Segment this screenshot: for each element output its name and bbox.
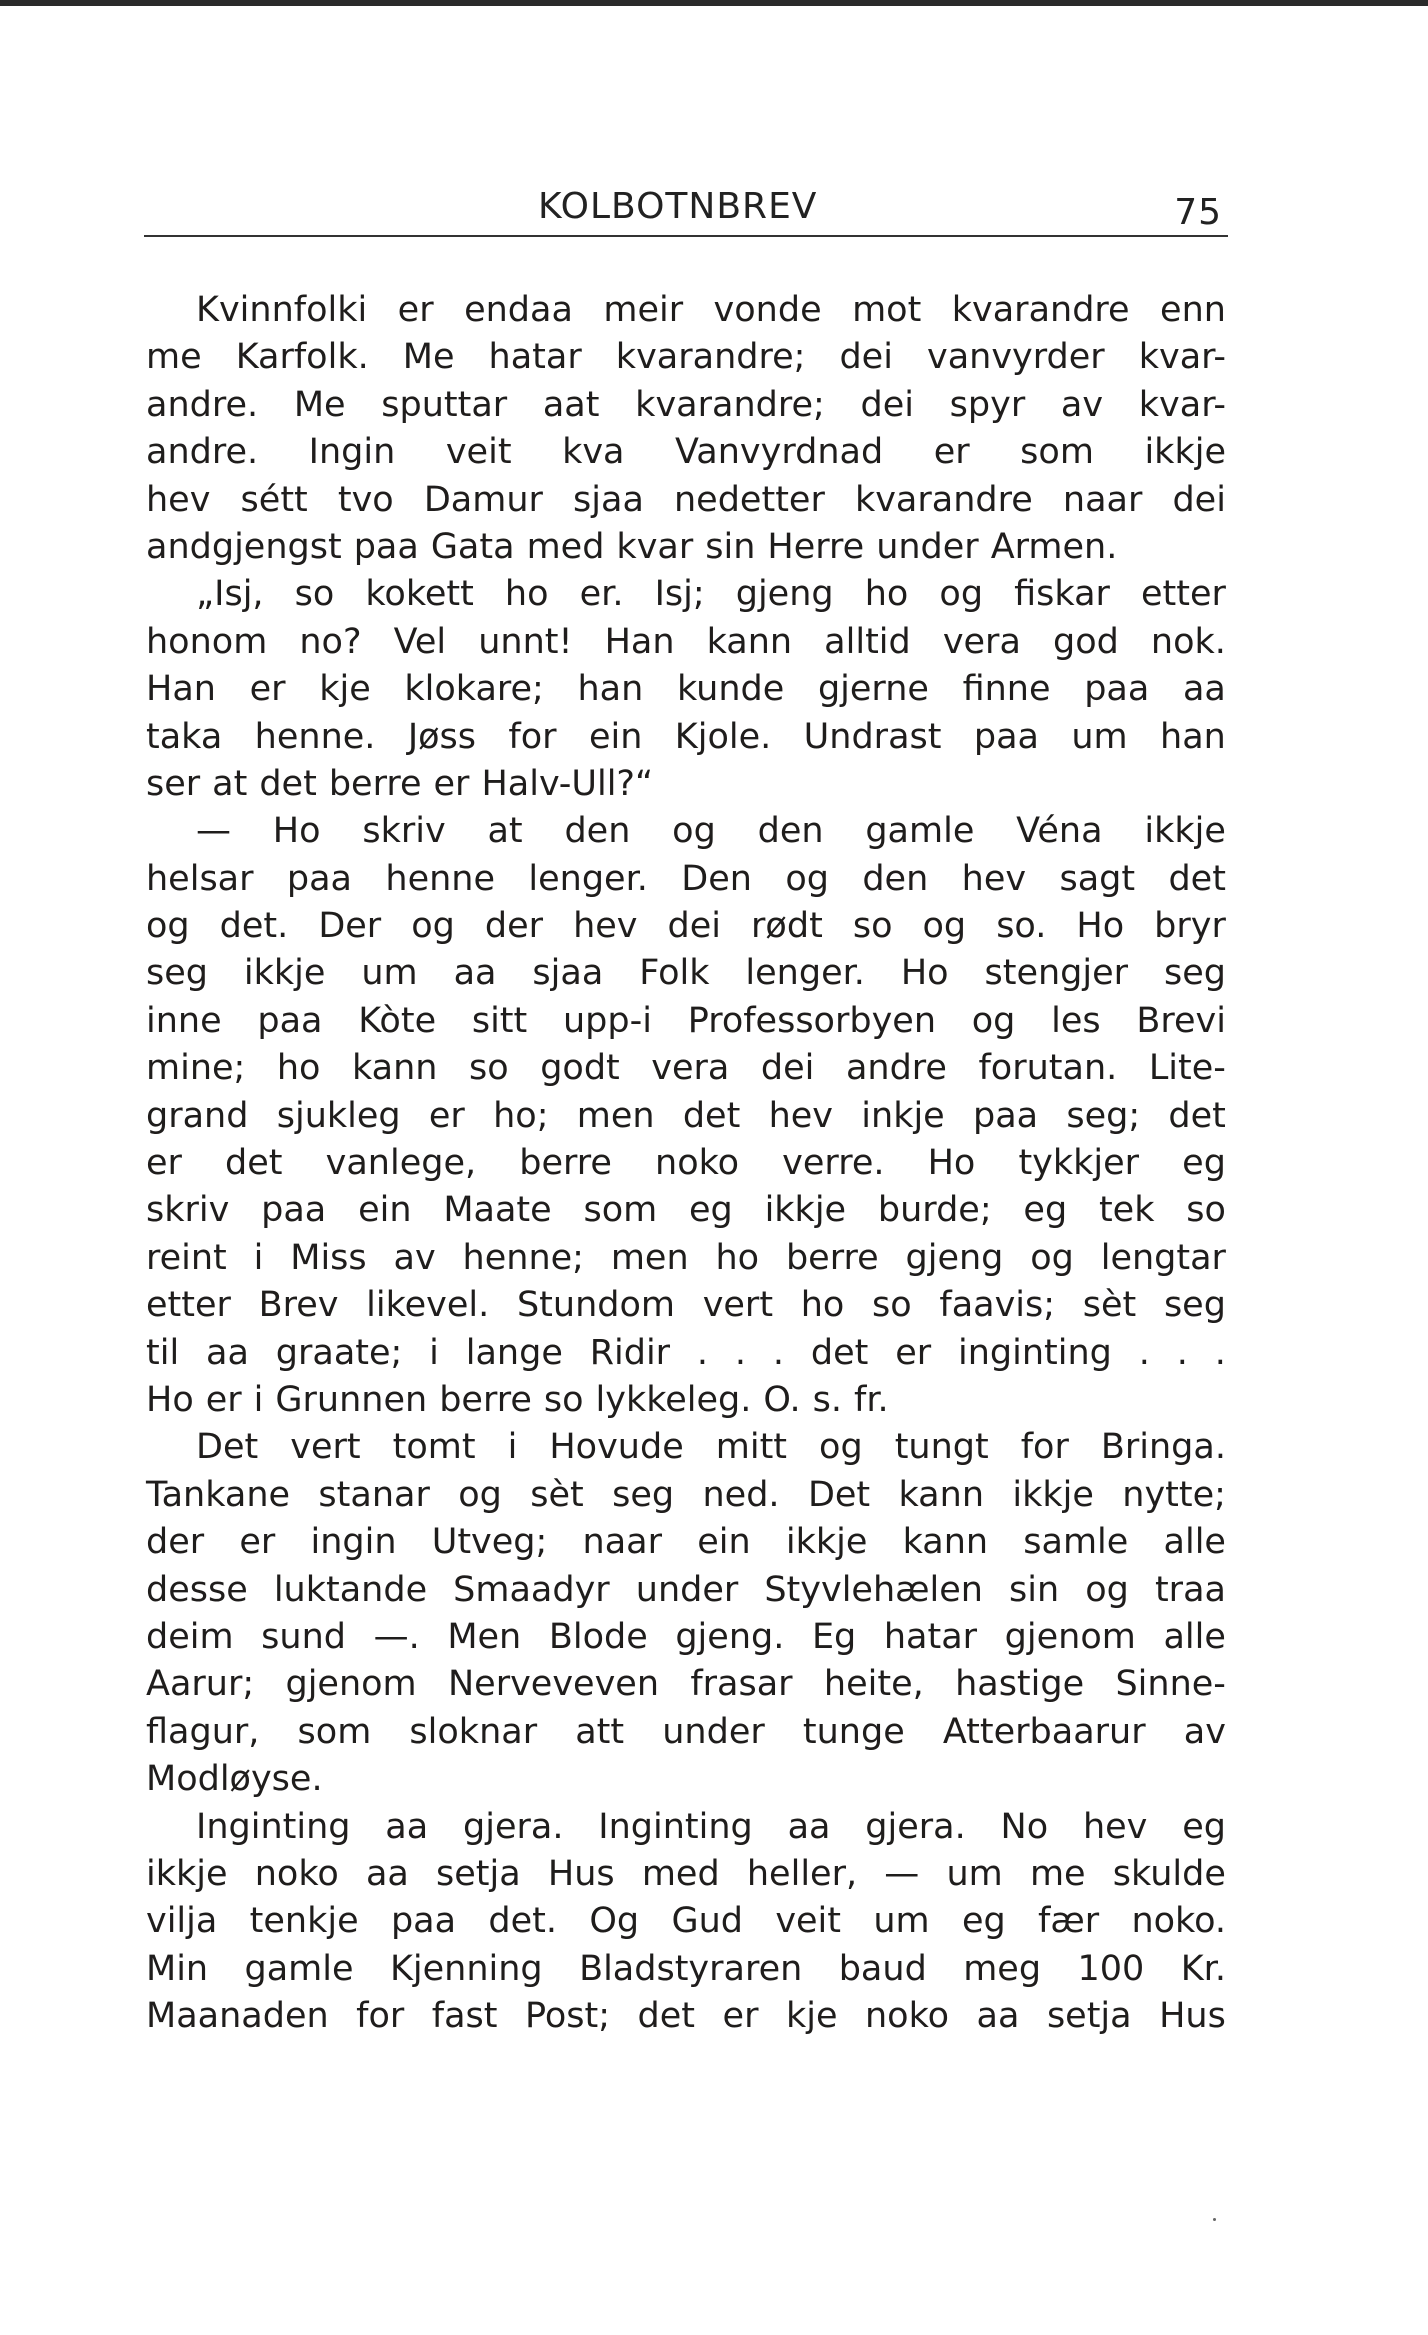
text-line: — Ho skriv at den og den gamle Véna ikkje: [196, 811, 1226, 852]
text-line: er det vanlege, berre noko verre. Ho tykkjer eg: [146, 1143, 1226, 1184]
text-line: Ho er i Grunnen berre so lykkeleg. O. s. fr.: [146, 1379, 889, 1420]
text-line: vilja tenkje paa det. Og Gud veit um eg fær noko.: [146, 1901, 1226, 1942]
text-line: honom no? Vel unnt! Han kann alltid vera god nok.: [146, 621, 1226, 662]
scan-speck: [1213, 2218, 1216, 2221]
text-line: flagur, som sloknar att under tunge Atterbaarur av: [146, 1711, 1226, 1752]
text-line: seg ikkje um aa sjaa Folk lenger. Ho stengjer seg: [146, 953, 1226, 994]
text-line: me Karfolk. Me hatar kvarandre; dei vanvyrder kvar-: [146, 337, 1226, 378]
text-line: der er ingin Utveg; naar ein ikkje kann samle alle: [146, 1522, 1226, 1563]
header-rule: [144, 235, 1228, 237]
text-line: andre. Ingin veit kva Vanvyrdnad er som ikkje: [146, 432, 1226, 473]
text-line: Tankane stanar og sèt seg ned. Det kann ikkje nytte;: [146, 1474, 1226, 1515]
text-line: til aa graate; i lange Ridir . . . det er inginting . . .: [146, 1332, 1226, 1373]
text-line: Inginting aa gjera. Inginting aa gjera. No hev eg: [196, 1806, 1226, 1847]
text-line: Aarur; gjenom Nerveveven frasar heite, hastige Sinne-: [146, 1664, 1226, 1705]
page-number: 75: [1174, 192, 1222, 233]
text-line: andgjengst paa Gata med kvar sin Herre under Armen.: [146, 526, 1118, 567]
text-line: hev sétt tvo Damur sjaa nedetter kvarandre naar dei: [146, 479, 1226, 520]
text-line: deim sund —. Men Blode gjeng. Eg hatar gjenom alle: [146, 1616, 1226, 1657]
text-line: Modløyse.: [146, 1759, 323, 1800]
text-line: inne paa Kòte sitt upp-i Professorbyen og les Brevi: [146, 1000, 1226, 1041]
running-title: KOLBOTNBREV: [538, 186, 818, 227]
text-line: Han er kje klokare; han kunde gjerne finne paa aa: [146, 669, 1226, 710]
text-line: taka henne. Jøss for ein Kjole. Undrast paa um han: [146, 716, 1226, 757]
text-line: grand sjukleg er ho; men det hev inkje paa seg; det: [146, 1095, 1226, 1136]
text-line: Min gamle Kjenning Bladstyraren baud meg 100 Kr.: [146, 1948, 1226, 1989]
text-line: desse luktande Smaadyr under Styvlehælen sin og traa: [146, 1569, 1226, 1610]
text-line: ikkje noko aa setja Hus med heller, — um me skulde: [146, 1853, 1226, 1894]
text-line: helsar paa henne lenger. Den og den hev sagt det: [146, 858, 1226, 899]
text-line: reint i Miss av henne; men ho berre gjeng og lengtar: [146, 1237, 1226, 1278]
page-header: [144, 178, 1228, 233]
text-line: skriv paa ein Maate som eg ikkje burde; eg tek so: [146, 1190, 1226, 1231]
text-line: og det. Der og der hev dei rødt so og so. Ho bryr: [146, 906, 1226, 947]
text-line: ser at det berre er Halv-Ull?“: [146, 763, 654, 804]
text-line: „Isj, so kokett ho er. Isj; gjeng ho og fiskar etter: [196, 574, 1226, 615]
text-line: mine; ho kann so godt vera dei andre forutan. Lite-: [146, 1048, 1226, 1089]
text-line: andre. Me sputtar aat kvarandre; dei spyr av kvar-: [146, 384, 1226, 425]
body-text: [146, 287, 1226, 2040]
text-line: etter Brev likevel. Stundom vert ho so faavis; sèt seg: [146, 1285, 1226, 1326]
text-line: Det vert tomt i Hovude mitt og tungt for Bringa.: [196, 1427, 1226, 1468]
text-line: Kvinnfolki er endaa meir vonde mot kvarandre enn: [196, 290, 1226, 330]
text-line: Maanaden for fast Post; det er kje noko aa setja Hus: [146, 1996, 1226, 2037]
